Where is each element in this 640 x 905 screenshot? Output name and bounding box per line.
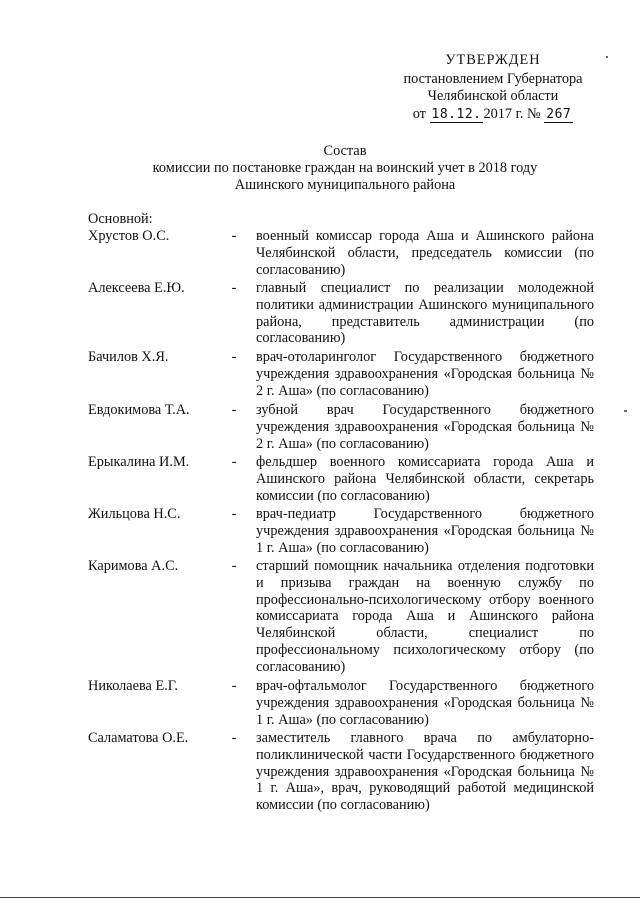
approval-line-1: постановлением Губернатора — [403, 70, 583, 87]
heading-line-2: комиссии по постановке граждан на воинский учет в 2018 году — [152, 160, 538, 177]
member-name: Саламатова О.Е. — [88, 730, 189, 746]
scan-bottom-edge — [0, 897, 640, 898]
document-heading — [60, 143, 630, 195]
member-name: Хрустов О.С. — [88, 228, 170, 244]
member-name: Бачилов Х.Я. — [88, 349, 169, 365]
member-dash: - — [231, 730, 237, 746]
member-name: Ерыкалина И.М. — [88, 454, 190, 470]
heading-line-3: Ашинского муниципального района — [234, 177, 456, 194]
member-dash: - — [231, 678, 237, 694]
member-description: старший помощник начальника отделения подготовки и призыва граждан на военную службу по профессионально-психологическому отбору военного комиссариата города Аша и Ашинского района Челябинской области, специалист по профессиональному психологическому отбору (по согласованию) — [256, 558, 594, 675]
member-name: Евдокимова Т.А. — [88, 402, 190, 418]
member-description: фельдшер военного комиссариата города Аша и Ашинского района Челябинской области, секретарь комиссии (по согласованию) — [256, 454, 594, 504]
member-name: Алексеева Е.Ю. — [88, 280, 185, 296]
member-description: военный комиссар города Аша и Ашинского района Челябинской области, председатель комиссии (по согласованию) — [256, 228, 594, 278]
approval-title: УТВЕРЖДЕН — [445, 52, 541, 68]
member-dash: - — [231, 506, 237, 522]
member-name: Жильцова Н.С. — [88, 506, 181, 522]
member-name: Каримова А.С. — [88, 558, 179, 574]
approval-block — [380, 52, 606, 123]
approval-year-text: 2017 г. № — [483, 105, 541, 122]
approval-date-line — [380, 106, 606, 124]
member-dash: - — [231, 228, 237, 244]
scan-speck — [606, 56, 608, 58]
member-description: врач-отоларинголог Государственного бюджетного учреждения здравоохранения «Городская больница № 2 г. Аша» (по согласованию) — [256, 349, 594, 399]
member-description: врач-педиатр Государственного бюджетного учреждения здравоохранения «Городская больница № 1 г. Аша» (по согласованию) — [256, 506, 594, 556]
member-dash: - — [231, 349, 237, 365]
member-dash: - — [231, 402, 237, 418]
section-label: Основной: — [88, 211, 153, 227]
member-description: заместитель главного врача по амбулаторно-поликлинической части Государственного бюджетного учреждения здравоохранения «Городская больница № 1 г. Аша», врач, руководящий работой медицинской комиссии (по согласованию) — [256, 730, 594, 814]
member-dash: - — [231, 558, 237, 574]
member-description: зубной врач Государственного бюджетного учреждения здравоохранения «Городская больница № 2 г. Аша» (по согласованию) — [256, 402, 594, 452]
heading-line-1: Состав — [323, 143, 367, 159]
member-description: врач-офтальмолог Государственного бюджетного учреждения здравоохранения «Городская больница № 1 г. Аша» (по согласованию) — [256, 678, 594, 728]
member-name: Николаева Е.Г. — [88, 678, 178, 694]
approval-date-value: 18.12. — [431, 106, 482, 122]
approval-date-prefix: от — [412, 105, 426, 122]
member-dash: - — [231, 280, 237, 296]
approval-line-2: Челябинской области — [427, 88, 559, 104]
member-description: главный специалист по реализации молодежной политики администрации Ашинского муниципального района, представитель администрации (по согласованию) — [256, 280, 594, 347]
scan-speck — [624, 410, 627, 412]
member-dash: - — [231, 454, 237, 470]
approval-number: 267 — [546, 106, 572, 122]
